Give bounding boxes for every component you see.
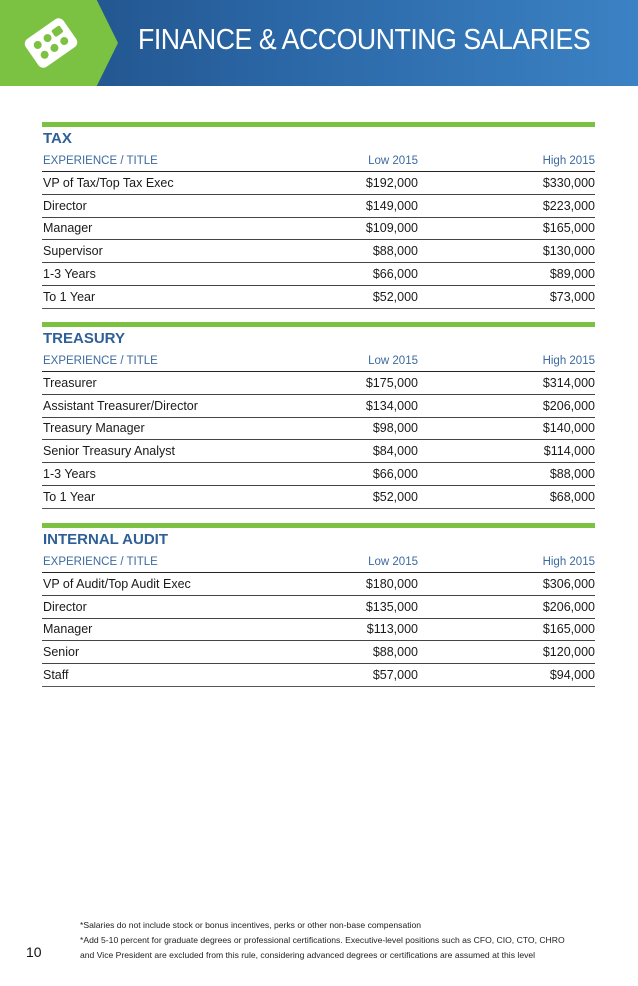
cell-high: $330,000: [542, 175, 595, 190]
cell-title: Director: [43, 599, 87, 614]
cell-high: $223,000: [542, 198, 595, 213]
cell-high: $120,000: [542, 645, 595, 660]
column-header-title: EXPERIENCE / TITLE: [43, 556, 158, 568]
cell-high: $206,000: [542, 398, 595, 413]
footnotes: [80, 918, 620, 963]
cell-low: $134,000: [365, 398, 418, 413]
cell-title: VP of Tax/Top Tax Exec: [43, 175, 174, 190]
footnote: *Salaries do not include stock or bonus incentives, perks or other non-base compensation: [80, 920, 422, 930]
cell-high: $114,000: [543, 444, 595, 459]
section-tax: [42, 122, 595, 309]
cell-title: 1-3 Years: [43, 267, 96, 282]
cell-high: $73,000: [549, 289, 595, 304]
table-body: [42, 372, 595, 509]
cell-high: $94,000: [549, 668, 595, 683]
cell-title: To 1 Year: [43, 489, 96, 504]
cell-low: $109,000: [365, 221, 418, 236]
cell-title: 1-3 Years: [43, 467, 96, 482]
table-row: [42, 463, 595, 486]
cell-title: Manager: [43, 622, 93, 637]
cell-title: Assistant Treasurer/Director: [43, 398, 198, 413]
cell-low: $98,000: [372, 421, 418, 436]
table-row: [42, 573, 595, 596]
table-row: [42, 286, 595, 309]
cell-title: Senior: [43, 645, 80, 660]
cell-low: $149,000: [365, 198, 418, 213]
column-header-title: EXPERIENCE / TITLE: [43, 155, 158, 167]
header-badge: [0, 0, 118, 86]
table-row: [42, 596, 595, 619]
cell-low: $52,000: [372, 289, 418, 304]
table-row: [42, 372, 595, 395]
cell-title: VP of Audit/Top Audit Exec: [43, 576, 191, 591]
column-header-low: Low 2015: [368, 355, 418, 367]
table-row: [42, 195, 595, 218]
table-header: [42, 151, 595, 172]
table-row: [42, 440, 595, 463]
cell-high: $88,000: [549, 467, 595, 482]
cell-title: Supervisor: [43, 244, 103, 259]
cell-high: $89,000: [549, 267, 595, 282]
cell-title: Staff: [43, 668, 69, 683]
cell-low: $180,000: [365, 576, 418, 591]
cell-high: $165,000: [542, 221, 595, 236]
table-row: [42, 172, 595, 195]
cell-low: $88,000: [372, 244, 418, 259]
cell-low: $57,000: [372, 668, 418, 683]
column-header-low: Low 2015: [368, 556, 418, 568]
section-title: TAX: [43, 130, 72, 147]
cell-low: $66,000: [372, 267, 418, 282]
cell-title: Treasurer: [43, 375, 97, 390]
section-treasury: [42, 322, 595, 509]
cell-high: $130,000: [542, 244, 595, 259]
cell-low: $88,000: [372, 645, 418, 660]
table-row: [42, 664, 595, 687]
table-row: [42, 395, 595, 418]
page-header: [0, 0, 638, 86]
section-title: TREASURY: [43, 330, 125, 347]
table-header: [42, 552, 595, 573]
table-body: [42, 573, 595, 687]
table-body: [42, 172, 595, 309]
cell-low: $192,000: [365, 175, 418, 190]
calculator-icon: [14, 17, 88, 69]
cell-high: $140,000: [542, 421, 595, 436]
cell-high: $306,000: [542, 576, 595, 591]
cell-title: To 1 Year: [43, 289, 96, 304]
cell-low: $84,000: [372, 444, 418, 459]
cell-high: $68,000: [549, 489, 595, 504]
table-row: [42, 486, 595, 509]
table-header: [42, 351, 595, 372]
cell-title: Manager: [43, 221, 93, 236]
column-header-low: Low 2015: [368, 155, 418, 167]
column-header-high: High 2015: [542, 556, 595, 568]
cell-title: Senior Treasury Analyst: [43, 444, 176, 459]
cell-low: $113,000: [366, 622, 418, 637]
section-title: INTERNAL AUDIT: [43, 531, 168, 548]
table-row: [42, 641, 595, 664]
cell-title: Treasury Manager: [43, 421, 145, 436]
cell-high: $206,000: [542, 599, 595, 614]
column-header-high: High 2015: [542, 155, 595, 167]
cell-high: $314,000: [542, 375, 595, 390]
footnote: *Add 5-10 percent for graduate degrees or professional certifications. Executive-level positions such as CFO, CIO, CTO, CHRO: [80, 935, 565, 945]
section-internal-audit: [42, 523, 595, 687]
table-row: [42, 240, 595, 263]
footnote: and Vice President are excluded from this rule, considering advanced degrees or certifications are assumed at this level: [80, 950, 536, 960]
cell-low: $66,000: [372, 467, 418, 482]
cell-low: $135,000: [365, 599, 418, 614]
cell-title: Director: [43, 198, 87, 213]
table-row: [42, 218, 595, 241]
column-header-high: High 2015: [542, 355, 595, 367]
cell-low: $52,000: [372, 489, 418, 504]
cell-low: $175,000: [365, 375, 418, 390]
table-row: [42, 619, 595, 642]
column-header-title: EXPERIENCE / TITLE: [43, 355, 158, 367]
table-row: [42, 263, 595, 286]
table-row: [42, 418, 595, 441]
cell-high: $165,000: [542, 622, 595, 637]
page-number: 10: [26, 944, 42, 960]
page-title: FINANCE & ACCOUNTING SALARIES: [138, 24, 591, 56]
